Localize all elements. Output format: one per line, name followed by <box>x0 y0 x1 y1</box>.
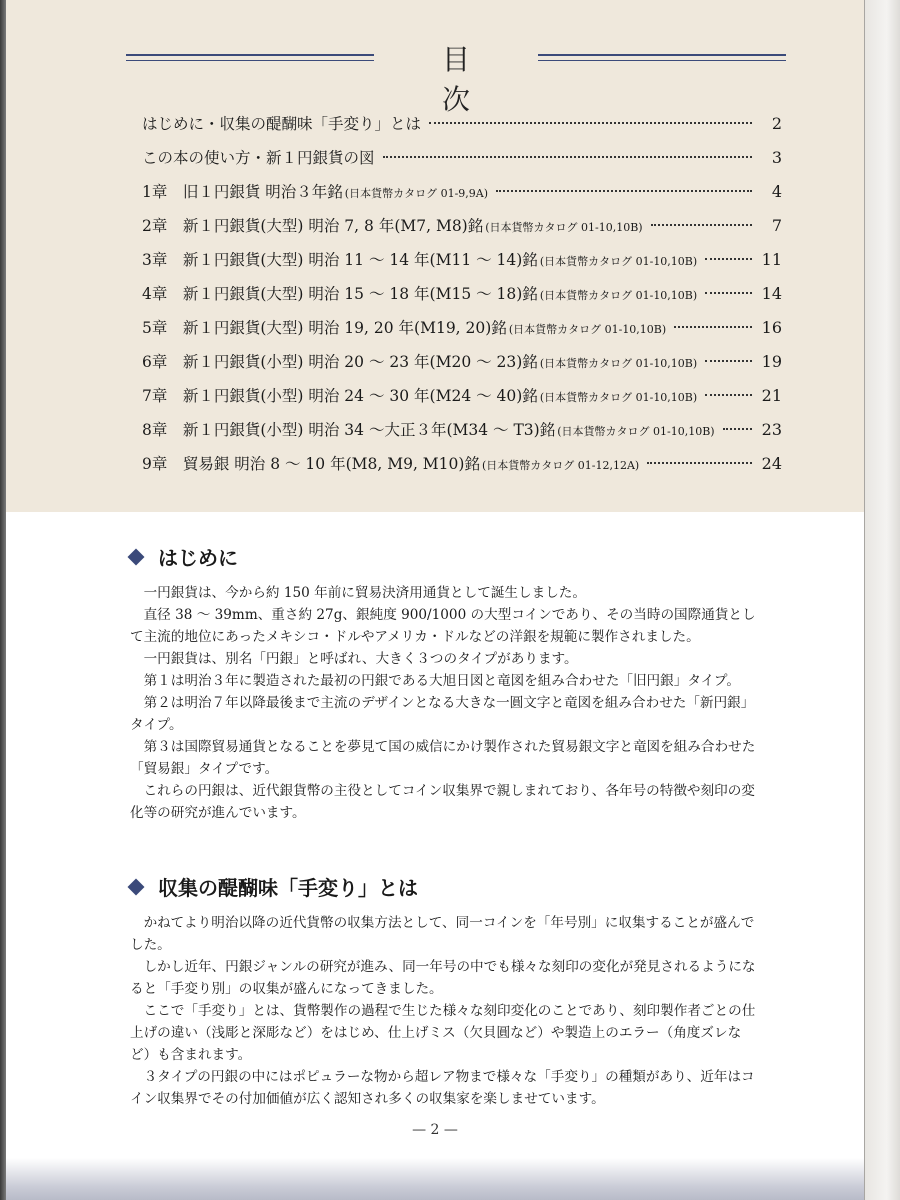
toc-dot-leader <box>651 224 752 226</box>
toc-dot-leader <box>705 292 752 294</box>
toc-entry-page: 23 <box>761 420 782 439</box>
toc-dot-leader <box>383 156 752 158</box>
table-of-contents <box>6 0 864 512</box>
diamond-bullet-icon <box>128 548 145 565</box>
paragraph: 直径 38 〜 39mm、重さ約 27g、銀純度 900/1000 の大型コインであり、その当時の国際通貨として主流的地位にあったメキシコ・ドルやアメリカ・ドルなどの洋銀を規範に製作されました。 <box>130 607 756 645</box>
section-heading-tegawari <box>126 872 418 901</box>
toc-entry-title: 4章 新１円銀貨(大型) 明治 15 〜 18 年(M15 〜 18)銘 <box>142 285 538 303</box>
intro-paragraphs <box>130 582 758 824</box>
paragraph: 一円銀貨は、今から約 150 年前に貿易決済用通貨として誕生しました。 <box>143 585 586 601</box>
paragraph: 一円銀貨は、別名「円銀」と呼ばれ、大きく３つのタイプがあります。 <box>143 651 578 667</box>
title-rule-right <box>538 54 786 56</box>
toc-entry-page: 7 <box>771 216 782 235</box>
toc-entry-page: 11 <box>761 250 782 269</box>
toc-entry-page: 16 <box>761 318 782 337</box>
toc-dot-leader <box>496 190 752 192</box>
page-number: — 2 — <box>412 1122 458 1138</box>
toc-list <box>142 112 782 486</box>
toc-entry-title: 8章 新１円銀貨(小型) 明治 34 〜大正３年(M34 〜 T3)銘 <box>142 421 556 439</box>
toc-entry-title: この本の使い方・新１円銀貨の図 <box>142 149 375 167</box>
adjacent-page-edge <box>864 0 900 1200</box>
toc-entry <box>142 248 782 282</box>
toc-entry-catalog: (日本貨幣カタログ 01-9,9A) <box>344 187 489 200</box>
toc-entry-title: はじめに・収集の醍醐味「手変り」とは <box>142 115 422 133</box>
toc-entry <box>142 452 782 486</box>
paragraph: ３タイプの円銀の中にはポピュラーな物から超レア物まで様々な「手変り」の種類があり、近年はコイン収集界でその付加価値が広く認知され多くの収集家を楽しませています。 <box>130 1069 755 1107</box>
tegawari-paragraphs <box>130 912 758 1110</box>
toc-dot-leader <box>647 462 752 464</box>
toc-title-bar <box>126 34 786 116</box>
toc-entry-title: 2章 新１円銀貨(大型) 明治 7, 8 年(M7, M8)銘 <box>142 217 484 235</box>
toc-entry <box>142 418 782 452</box>
section-heading-intro <box>126 542 238 571</box>
toc-entry-catalog: (日本貨幣カタログ 01-10,10B) <box>557 425 715 438</box>
paragraph: これらの円銀は、近代銀貨幣の主役としてコイン収集界で親しまれており、各年号の特徴や刻印の変化等の研究が進んでいます。 <box>130 783 755 821</box>
toc-entry-catalog: (日本貨幣カタログ 01-10,10B) <box>485 221 643 234</box>
section-heading-text: 収集の醍醐味「手変り」とは <box>158 876 418 900</box>
toc-dot-leader <box>705 394 752 396</box>
toc-entry <box>142 112 782 146</box>
toc-dot-leader <box>674 326 752 328</box>
toc-entry <box>142 350 782 384</box>
toc-entry <box>142 384 782 418</box>
toc-entry-catalog: (日本貨幣カタログ 01-10,10B) <box>539 357 698 370</box>
paragraph: しかし近年、円銀ジャンルの研究が進み、同一年号の中でも様々な刻印の変化が発見されるようになると「手変り別」の収集が盛んになってきました。 <box>130 959 756 997</box>
document-page <box>6 0 864 1200</box>
toc-entry-catalog: (日本貨幣カタログ 01-12,12A) <box>481 459 640 472</box>
section-heading-text: はじめに <box>158 546 238 570</box>
toc-entry-page: 2 <box>771 114 782 133</box>
toc-entry-title: 9章 貿易銀 明治 8 〜 10 年(M8, M9, M10)銘 <box>142 455 480 473</box>
paragraph: 第１は明治３年に製造された最初の円銀である大旭日図と竜図を組み合わせた「旧円銀」タイプ。 <box>143 673 740 689</box>
paragraph: ここで「手変り」とは、貨幣製作の過程で生じた様々な刻印変化のことであり、刻印製作者ごとの仕上げの違い（浅彫と深彫など）をはじめ、仕上げミス（欠貝圓など）や製造上のエラー（角度ズレなど）も含まれます。 <box>130 1003 756 1063</box>
toc-entry-page: 19 <box>761 352 782 371</box>
toc-entry-catalog: (日本貨幣カタログ 01-10,10B) <box>539 255 698 268</box>
toc-entry <box>142 316 782 350</box>
title-rule-left <box>126 54 374 56</box>
bottom-shadow <box>6 1158 864 1200</box>
toc-entry-catalog: (日本貨幣カタログ 01-10,10B) <box>508 323 667 336</box>
toc-entry-catalog: (日本貨幣カタログ 01-10,10B) <box>539 391 698 404</box>
toc-entry-page: 24 <box>761 454 782 473</box>
diamond-bullet-icon <box>128 878 145 895</box>
toc-entry-title: 1章 旧１円銀貨 明治３年銘 <box>142 183 343 201</box>
paragraph: かねてより明治以降の近代貨幣の収集方法として、同一コインを「年号別」に収集することが盛んでした。 <box>130 915 755 953</box>
toc-entry-title: 3章 新１円銀貨(大型) 明治 11 〜 14 年(M11 〜 14)銘 <box>142 251 538 269</box>
toc-entry-title: 7章 新１円銀貨(小型) 明治 24 〜 30 年(M24 〜 40)銘 <box>142 387 538 405</box>
toc-entry <box>142 214 782 248</box>
toc-entry-catalog: (日本貨幣カタログ 01-10,10B) <box>539 289 698 302</box>
toc-dot-leader <box>705 258 752 260</box>
toc-title: 目次 <box>441 43 496 116</box>
paragraph: 第２は明治７年以降最後まで主流のデザインとなる大きな一圓文字と竜図を組み合わせた「新円銀」タイプ。 <box>130 695 755 733</box>
title-rule-right-thin <box>538 60 786 61</box>
toc-entry-page: 3 <box>771 148 782 167</box>
toc-entry-title: 5章 新１円銀貨(大型) 明治 19, 20 年(M19, 20)銘 <box>142 319 507 337</box>
paragraph: 第３は国際貿易通貨となることを夢見て国の威信にかけ製作された貿易銀文字と竜図を組み合わせた「貿易銀」タイプです。 <box>130 739 756 777</box>
toc-entry-page: 21 <box>761 386 782 405</box>
toc-entry-title: 6章 新１円銀貨(小型) 明治 20 〜 23 年(M20 〜 23)銘 <box>142 353 538 371</box>
toc-entry <box>142 146 782 180</box>
title-rule-left-thin <box>126 60 374 61</box>
toc-dot-leader <box>429 122 752 124</box>
toc-entry <box>142 180 782 214</box>
toc-dot-leader <box>705 360 752 362</box>
toc-entry-page: 4 <box>771 182 782 201</box>
body-area <box>6 512 864 1200</box>
toc-dot-leader <box>723 428 752 430</box>
toc-entry-page: 14 <box>761 284 782 303</box>
toc-entry <box>142 282 782 316</box>
